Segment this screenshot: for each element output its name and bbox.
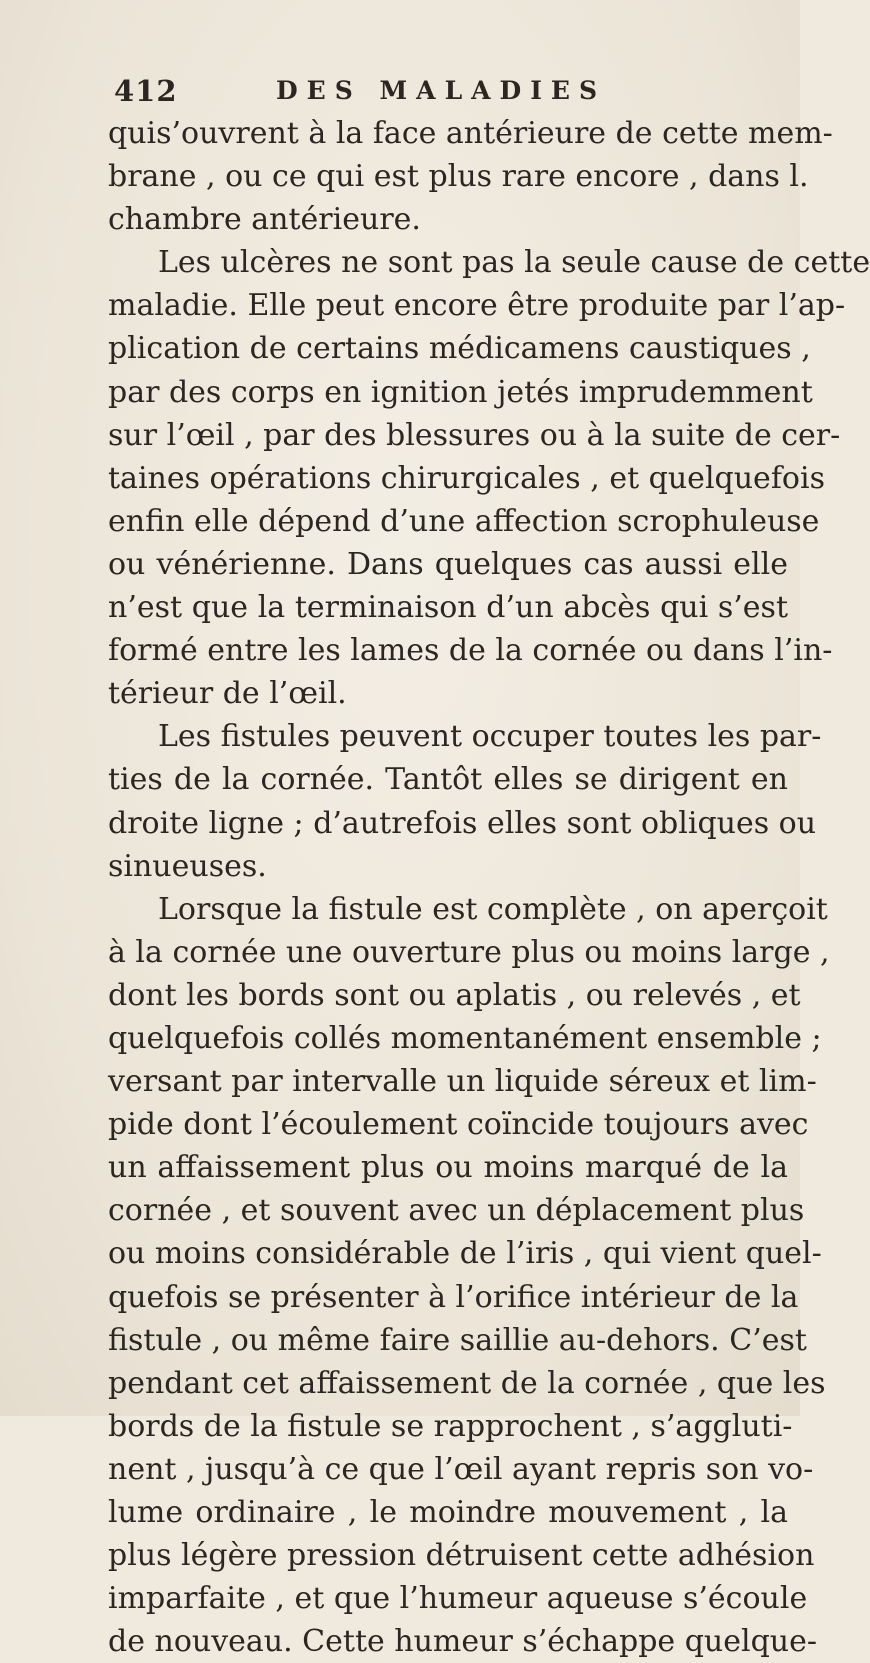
text-line: pide dont l’écoulement coïncide toujours avec: [108, 1107, 809, 1143]
text-line: par des corps en ignition jetés imprudemment: [108, 374, 813, 410]
text-line: dont les bords sont ou aplatis , ou relevés , et: [108, 977, 801, 1013]
text-line: maladie. Elle peut encore être produite par l’ap-: [108, 288, 846, 324]
text-line: droite ligne ; d’autrefois elles sont obliques ou: [108, 805, 817, 841]
text-line: ou vénérienne. Dans quelques cas aussi elle: [108, 546, 788, 582]
text-line: Les fistules peuvent occuper toutes les par-: [158, 719, 822, 755]
running-head: [114, 74, 760, 110]
text-line: à la cornée une ouverture plus ou moins large ,: [108, 934, 830, 970]
text-line: n’est que la terminaison d’un abcès qui s’est: [108, 590, 788, 626]
running-title: DES MALADIES: [276, 76, 607, 105]
text-line: sinueuses.: [108, 848, 267, 884]
text-line: ties de la cornée. Tantôt elles se dirigent en: [108, 762, 788, 798]
text-line: Lorsque la fistule est complète , on aperçoit: [158, 891, 828, 927]
text-line: taines opérations chirurgicales , et quelquefois: [108, 460, 825, 496]
text-line: quelquefois collés momentanément ensemble ;: [108, 1020, 822, 1056]
text-line: brane , ou ce qui est plus rare encore , dans l.: [108, 159, 809, 195]
text-line: formé entre les lames de la cornée ou dans l’in-: [108, 633, 833, 669]
text-line: sur l’œil , par des blessures ou à la suite de cer-: [108, 417, 841, 453]
text-line: quis’ouvrent à la face antérieure de cette mem-: [108, 116, 833, 151]
page-number: 412: [114, 74, 178, 108]
text-line: cornée , et souvent avec un déplacement plus: [108, 1193, 805, 1229]
text-line: térieur de l’œil.: [108, 676, 347, 712]
text-line: ou moins considérable de l’iris , qui vient quel-: [108, 1236, 822, 1272]
text-line: enfin elle dépend d’une affection scrophuleuse: [108, 503, 820, 539]
text-line: pendant cet affaissement de la cornée , que les: [108, 1365, 826, 1401]
text-line: nent , jusqu’à ce que l’œil ayant repris son vo-: [108, 1451, 814, 1487]
body-text: [108, 112, 870, 1663]
text-line: quefois se présenter à l’orifice intérieur de la: [108, 1279, 799, 1315]
text-line: un affaissement plus ou moins marqué de la: [108, 1150, 788, 1186]
text-line: chambre antérieure.: [108, 202, 421, 238]
text-line: de nouveau. Cette humeur s’échappe quelque-: [108, 1624, 818, 1660]
text-line: versant par intervalle un liquide séreux et lim-: [108, 1064, 817, 1100]
text-line: plication de certains médicamens caustiques ,: [108, 331, 811, 367]
text-line: Les ulcères ne sont pas la seule cause de cette: [158, 245, 870, 281]
text-line: imparfaite , et que l’humeur aqueuse s’écoule: [108, 1581, 808, 1617]
text-line: fistule , ou même faire saillie au-dehors. C’est: [108, 1322, 807, 1358]
text-line: plus légère pression détruisent cette adhésion: [108, 1538, 815, 1574]
text-line: bords de la fistule se rapprochent , s’aggluti-: [108, 1408, 793, 1444]
text-line: lume ordinaire , le moindre mouvement , la: [108, 1495, 788, 1530]
